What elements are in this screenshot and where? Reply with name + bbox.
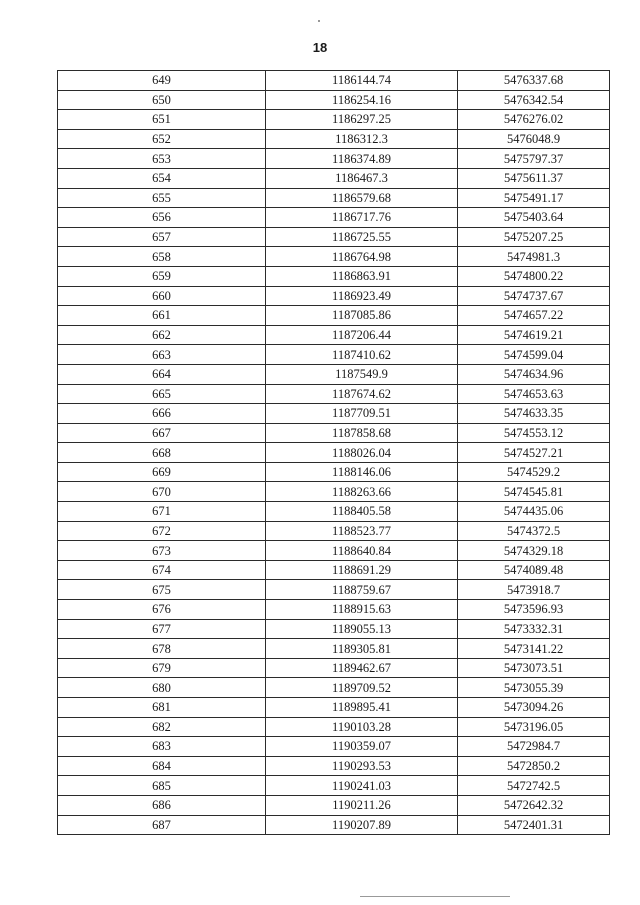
x-coordinate-cell: 1186725.55: [266, 227, 458, 247]
table-row: [58, 443, 610, 463]
x-coordinate-cell: 1187549.9: [266, 364, 458, 384]
table-row: [58, 658, 610, 678]
table-row: [58, 776, 610, 796]
x-coordinate-cell: 1188640.84: [266, 541, 458, 561]
y-coordinate-cell: 5472850.2: [458, 756, 610, 776]
x-coordinate-cell: 1187085.86: [266, 306, 458, 326]
x-coordinate-cell: 1188759.67: [266, 580, 458, 600]
x-coordinate-cell: 1187206.44: [266, 325, 458, 345]
y-coordinate-cell: 5474653.63: [458, 384, 610, 404]
x-coordinate-cell: 1186923.49: [266, 286, 458, 306]
table-row: [58, 129, 610, 149]
x-coordinate-cell: 1190207.89: [266, 815, 458, 835]
table-row: [58, 247, 610, 267]
table-row: [58, 717, 610, 737]
x-coordinate-cell: 1187674.62: [266, 384, 458, 404]
point-number-cell: 683: [58, 737, 266, 757]
y-coordinate-cell: 5474634.96: [458, 364, 610, 384]
y-coordinate-cell: 5474599.04: [458, 345, 610, 365]
y-coordinate-cell: 5476342.54: [458, 90, 610, 110]
y-coordinate-cell: 5473596.93: [458, 600, 610, 620]
point-number-cell: 661: [58, 306, 266, 326]
y-coordinate-cell: 5473055.39: [458, 678, 610, 698]
point-number-cell: 665: [58, 384, 266, 404]
y-coordinate-cell: 5474529.2: [458, 462, 610, 482]
point-number-cell: 666: [58, 404, 266, 424]
x-coordinate-cell: 1189462.67: [266, 658, 458, 678]
y-coordinate-cell: 5472984.7: [458, 737, 610, 757]
x-coordinate-cell: 1186863.91: [266, 266, 458, 286]
x-coordinate-cell: 1186254.16: [266, 90, 458, 110]
x-coordinate-cell: 1186312.3: [266, 129, 458, 149]
y-coordinate-cell: 5472642.32: [458, 795, 610, 815]
x-coordinate-cell: 1189709.52: [266, 678, 458, 698]
page-number: 18: [312, 40, 328, 55]
point-number-cell: 687: [58, 815, 266, 835]
table-row: [58, 619, 610, 639]
x-coordinate-cell: 1190241.03: [266, 776, 458, 796]
y-coordinate-cell: 5474089.48: [458, 560, 610, 580]
point-number-cell: 655: [58, 188, 266, 208]
point-number-cell: 670: [58, 482, 266, 502]
table-row: [58, 325, 610, 345]
point-number-cell: 674: [58, 560, 266, 580]
table-row: [58, 560, 610, 580]
point-number-cell: 678: [58, 639, 266, 659]
table-row: [58, 306, 610, 326]
y-coordinate-cell: 5475611.37: [458, 168, 610, 188]
y-coordinate-cell: 5473094.26: [458, 698, 610, 718]
point-number-cell: 686: [58, 795, 266, 815]
point-number-cell: 672: [58, 521, 266, 541]
table-row: [58, 639, 610, 659]
x-coordinate-cell: 1188146.06: [266, 462, 458, 482]
y-coordinate-cell: 5474527.21: [458, 443, 610, 463]
table-row: [58, 698, 610, 718]
point-number-cell: 679: [58, 658, 266, 678]
point-number-cell: 682: [58, 717, 266, 737]
point-number-cell: 654: [58, 168, 266, 188]
table-row: [58, 364, 610, 384]
y-coordinate-cell: 5474633.35: [458, 404, 610, 424]
point-number-cell: 662: [58, 325, 266, 345]
table-row: [58, 345, 610, 365]
y-coordinate-cell: 5474372.5: [458, 521, 610, 541]
point-number-cell: 676: [58, 600, 266, 620]
point-number-cell: 659: [58, 266, 266, 286]
x-coordinate-cell: 1190103.28: [266, 717, 458, 737]
y-coordinate-cell: 5476048.9: [458, 129, 610, 149]
y-coordinate-cell: 5474981.3: [458, 247, 610, 267]
x-coordinate-cell: 1188523.77: [266, 521, 458, 541]
y-coordinate-cell: 5475797.37: [458, 149, 610, 169]
y-coordinate-cell: 5476276.02: [458, 110, 610, 130]
table-row: [58, 482, 610, 502]
point-number-cell: 649: [58, 71, 266, 91]
table-row: [58, 110, 610, 130]
y-coordinate-cell: 5475207.25: [458, 227, 610, 247]
x-coordinate-cell: 1190359.07: [266, 737, 458, 757]
point-number-cell: 660: [58, 286, 266, 306]
table-row: [58, 756, 610, 776]
point-number-cell: 657: [58, 227, 266, 247]
y-coordinate-cell: 5475403.64: [458, 208, 610, 228]
table-row: [58, 71, 610, 91]
table-row: [58, 462, 610, 482]
x-coordinate-cell: 1190293.53: [266, 756, 458, 776]
table-row: [58, 168, 610, 188]
point-number-cell: 664: [58, 364, 266, 384]
table-row: [58, 149, 610, 169]
point-number-cell: 673: [58, 541, 266, 561]
table-row: [58, 188, 610, 208]
table-row: [58, 266, 610, 286]
point-number-cell: 650: [58, 90, 266, 110]
x-coordinate-cell: 1187410.62: [266, 345, 458, 365]
table-row: [58, 580, 610, 600]
x-coordinate-cell: 1188915.63: [266, 600, 458, 620]
table-row: [58, 90, 610, 110]
point-number-cell: 685: [58, 776, 266, 796]
y-coordinate-cell: 5474800.22: [458, 266, 610, 286]
y-coordinate-cell: 5473918.7: [458, 580, 610, 600]
table-row: [58, 737, 610, 757]
table-row: [58, 404, 610, 424]
x-coordinate-cell: 1186144.74: [266, 71, 458, 91]
x-coordinate-cell: 1189055.13: [266, 619, 458, 639]
scan-speck: [318, 20, 320, 22]
point-number-cell: 668: [58, 443, 266, 463]
y-coordinate-cell: 5474619.21: [458, 325, 610, 345]
table-row: [58, 521, 610, 541]
point-number-cell: 653: [58, 149, 266, 169]
point-number-cell: 681: [58, 698, 266, 718]
x-coordinate-cell: 1187858.68: [266, 423, 458, 443]
y-coordinate-cell: 5473196.05: [458, 717, 610, 737]
x-coordinate-cell: 1186579.68: [266, 188, 458, 208]
point-number-cell: 658: [58, 247, 266, 267]
table-row: [58, 678, 610, 698]
point-number-cell: 663: [58, 345, 266, 365]
x-coordinate-cell: 1190211.26: [266, 795, 458, 815]
point-number-cell: 684: [58, 756, 266, 776]
point-number-cell: 669: [58, 462, 266, 482]
y-coordinate-cell: 5476337.68: [458, 71, 610, 91]
table-row: [58, 502, 610, 522]
x-coordinate-cell: 1188026.04: [266, 443, 458, 463]
y-coordinate-cell: 5474435.06: [458, 502, 610, 522]
x-coordinate-cell: 1188405.58: [266, 502, 458, 522]
y-coordinate-cell: 5472742.5: [458, 776, 610, 796]
point-number-cell: 652: [58, 129, 266, 149]
y-coordinate-cell: 5474329.18: [458, 541, 610, 561]
table-row: [58, 286, 610, 306]
x-coordinate-cell: 1187709.51: [266, 404, 458, 424]
point-number-cell: 656: [58, 208, 266, 228]
scan-edge-line: [360, 896, 510, 897]
y-coordinate-cell: 5473073.51: [458, 658, 610, 678]
coordinate-table: [57, 70, 610, 835]
point-number-cell: 680: [58, 678, 266, 698]
point-number-cell: 677: [58, 619, 266, 639]
table-row: [58, 600, 610, 620]
table-row: [58, 227, 610, 247]
x-coordinate-cell: 1188263.66: [266, 482, 458, 502]
point-number-cell: 651: [58, 110, 266, 130]
y-coordinate-cell: 5474657.22: [458, 306, 610, 326]
y-coordinate-cell: 5474553.12: [458, 423, 610, 443]
point-number-cell: 671: [58, 502, 266, 522]
y-coordinate-cell: 5474737.67: [458, 286, 610, 306]
y-coordinate-cell: 5472401.31: [458, 815, 610, 835]
x-coordinate-cell: 1189895.41: [266, 698, 458, 718]
table-row: [58, 384, 610, 404]
x-coordinate-cell: 1186467.3: [266, 168, 458, 188]
y-coordinate-cell: 5474545.81: [458, 482, 610, 502]
y-coordinate-cell: 5475491.17: [458, 188, 610, 208]
x-coordinate-cell: 1189305.81: [266, 639, 458, 659]
table-row: [58, 423, 610, 443]
table-row: [58, 541, 610, 561]
x-coordinate-cell: 1186764.98: [266, 247, 458, 267]
x-coordinate-cell: 1186374.89: [266, 149, 458, 169]
x-coordinate-cell: 1186717.76: [266, 208, 458, 228]
point-number-cell: 675: [58, 580, 266, 600]
y-coordinate-cell: 5473141.22: [458, 639, 610, 659]
table-row: [58, 208, 610, 228]
table-row: [58, 795, 610, 815]
x-coordinate-cell: 1188691.29: [266, 560, 458, 580]
coordinate-table-body: [58, 71, 610, 835]
x-coordinate-cell: 1186297.25: [266, 110, 458, 130]
y-coordinate-cell: 5473332.31: [458, 619, 610, 639]
table-row: [58, 815, 610, 835]
point-number-cell: 667: [58, 423, 266, 443]
